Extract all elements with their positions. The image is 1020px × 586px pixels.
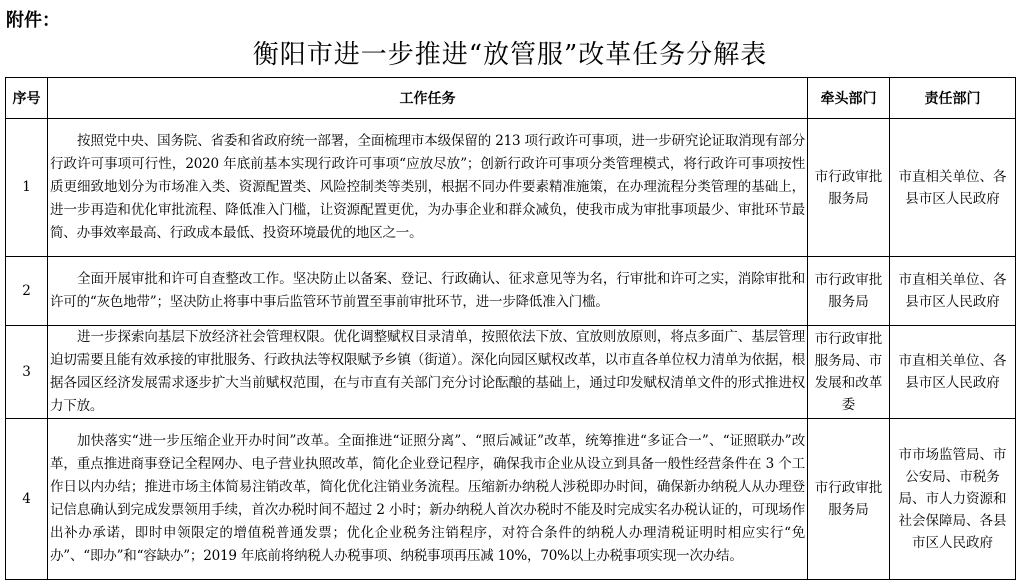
row-seq: 3 [6, 326, 48, 419]
column-header-seq: 序号 [6, 78, 48, 119]
row-responsible-dept: 市直相关单位、各县市区人民政府 [890, 326, 1016, 419]
row-lead-dept: 市行政审批服务局 [808, 419, 890, 580]
row-task: 进一步探索向基层下放经济社会管理权限。优化调整赋权目录清单，按照依法下放、宜放则放原则，将点多面广、基层管理迫切需要且能有效承接的审批服务、行政执法等权限赋予乡镇（街道）。深化向园区赋权改革，以市直各单位权力清单为依据，根据各园区经济发展需求逐步扩大当前赋权范围，在与市直有关部门充分讨论酝酿的基础上，通过印发赋权清单文件的形式推进权力下放。 [48, 326, 808, 419]
table-row [6, 326, 1016, 419]
table-header-row [6, 78, 1016, 119]
row-task: 加快落实“进一步压缩企业开办时间”改革。全面推进“证照分离”、“照后减证”改革，统筹推进“多证合一”、“证照联办”改革，重点推进商事登记全程网办、电子营业执照改革，简化企业登记程序，确保我市企业从设立到具备一般性经营条件在 3 个工作日以内办结；推进市场主体简易注销改革，简化优化注销业务流程。压缩新办纳税人涉税即办时间，确保新办纳税人从办理登记信息确认到完成发票领用手续，首次办税时间不超过 2 小时；新办纳税人首次办税时不能及时完成实名办税认证的，可现场作出补办承诺，即时申领限定的增值税普通发票；优化企业税务注销程序，对符合条件的纳税人办理清税证明时相应实行“免办”、“即办”和“容缺办”；2019 年底前将纳税人办税事项、纳税事项再压减 10%，70%以上办税事项实现一次办结。 [48, 419, 808, 580]
column-header-lead: 牵头部门 [808, 78, 890, 119]
row-lead-dept: 市行政审批服务局、市发展和改革委 [808, 326, 890, 419]
row-task: 按照党中央、国务院、省委和省政府统一部署，全面梳理市本级保留的 213 项行政许可事项，进一步研究论证取消现有部分行政许可事项可行性，2020 年底前基本实现行政许可事项“应放尽放”；创新行政许可事项分类管理模式，将行政许可事项按性质更细致地划分为市场准入类、资源配置类、风险控制类等类别，根据不同办件要素精准施策，在办理流程分类管理的基础上，进一步再造和优化审批流程、降低准入门槛，让资源配置更优，为办事企业和群众减负，使我市成为审批事项最少、审批环节最简、办事效率最高、行政成本最低、投资环境最优的地区之一。 [48, 119, 808, 257]
row-task: 全面开展审批和许可自查整改工作。坚决防止以备案、登记、行政确认、征求意见等为名，行审批和许可之实，消除审批和许可的“灰色地带”；坚决防止将事中事后监管环节前置至事前审批环节，进一步降低准入门槛。 [48, 257, 808, 326]
row-seq: 2 [6, 257, 48, 326]
attachment-label: 附件： [6, 10, 60, 31]
row-seq: 4 [6, 419, 48, 580]
row-responsible-dept: 市直相关单位、各县市区人民政府 [890, 257, 1016, 326]
table-row [6, 119, 1016, 257]
row-lead-dept: 市行政审批服务局 [808, 119, 890, 257]
table-row [6, 257, 1016, 326]
row-responsible-dept: 市直相关单位、各县市区人民政府 [890, 119, 1016, 257]
column-header-responsible: 责任部门 [890, 78, 1016, 119]
row-lead-dept: 市行政审批服务局 [808, 257, 890, 326]
table-row [6, 419, 1016, 580]
column-header-task: 工作任务 [48, 78, 808, 119]
document-title: 衡阳市进一步推进“放管服”改革任务分解表 [252, 40, 768, 70]
row-seq: 1 [6, 119, 48, 257]
row-responsible-dept: 市市场监管局、市公安局、市税务局、市人力资源和社会保障局、各县市区人民政府 [890, 419, 1016, 580]
task-table [5, 77, 1016, 580]
